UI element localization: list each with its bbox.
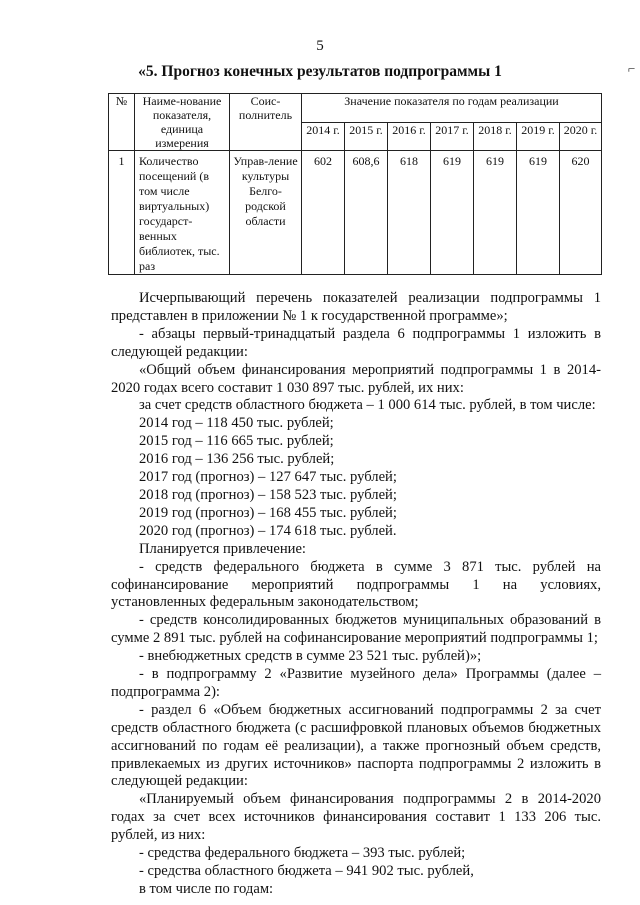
row-value: 620 [560, 151, 602, 275]
header-executor: Соис-полнитель [230, 94, 302, 151]
paragraph: - средств федерального бюджета в сумме 3 871 тыс. рублей на софинансирование мероприятий подпрограммы 1 на условиях, установленных федеральным законодательством; [111, 558, 601, 611]
table-row [109, 151, 602, 275]
row-value: 619 [431, 151, 474, 275]
row-value: 619 [517, 151, 560, 275]
page-number: 5 [316, 38, 324, 54]
paragraph: «Общий объем финансирования мероприятий подпрограммы 1 в 2014-2020 годах всего составит 1 030 897 тыс. рублей, их них: [111, 361, 601, 396]
paragraph: 2018 год (прогноз) – 158 523 тыс. рублей; [139, 486, 397, 503]
row-value: 608,6 [345, 151, 388, 275]
paragraph: за счет средств областного бюджета – 1 000 614 тыс. рублей, в том числе: [139, 397, 596, 414]
paragraph: - раздел 6 «Объем бюджетных ассигнований подпрограммы 2 за счет средств областного бюджета (с расшифровкой плановых объемов бюджетных ассигнований по годам её реализации), а также прогнозный объем средств, привлекаемых из других источников» паспорта подпрограммы 2 изложить в следующей редакции: [111, 701, 601, 790]
header-year: 2017 г. [431, 122, 474, 151]
paragraph: 2017 год (прогноз) – 127 647 тыс. рублей; [139, 469, 397, 486]
header-year: 2016 г. [388, 122, 431, 151]
header-values-group: Значение показателя по годам реализации [302, 94, 602, 123]
header-year: 2015 г. [345, 122, 388, 151]
paragraph: - средства федерального бюджета – 393 тыс. рублей; [139, 845, 466, 862]
paragraph: 2014 год – 118 450 тыс. рублей; [139, 415, 334, 432]
paragraph: - в подпрограмму 2 «Развитие музейного дела» Программы (далее – подпрограмма 2): [111, 666, 601, 700]
row-value: 619 [474, 151, 517, 275]
paragraph: в том числе по годам: [139, 880, 274, 897]
table-header-row [109, 94, 602, 123]
paragraph: 2016 год – 136 256 тыс. рублей; [139, 451, 335, 468]
row-indicator-name: Количество посещений (в том числе виртуальных) государст-венных библиотек, тыс. раз [135, 151, 230, 275]
row-num: 1 [109, 151, 135, 275]
paragraph: - средства областного бюджета – 941 902 тыс. рублей, [139, 863, 474, 879]
paragraph: - средств консолидированных бюджетов муниципальных образований в сумме 2 891 тыс. рублей на софинансирование мероприятий подпрограммы 1; [111, 612, 601, 647]
row-value: 618 [388, 151, 431, 275]
paragraph: «Планируемый объем финансирования подпрограммы 2 в 2014-2020 годах за счет всех источников финансирования составит 1 133 206 тыс. рублей, из них: [111, 791, 601, 844]
paragraph: Исчерпывающий перечень показателей реализации подпрограммы 1 представлен в приложении № 1 к государственной программе»; [111, 290, 601, 324]
section-title: «5. Прогноз конечных результатов подпрограммы 1 [138, 63, 502, 80]
paragraph: 2020 год (прогноз) – 174 618 тыс. рублей. [139, 522, 397, 539]
edge-mark: ⌐ [628, 61, 636, 76]
header-year: 2018 г. [474, 122, 517, 151]
paragraph: - абзацы первый-тринадцатый раздела 6 подпрограммы 1 изложить в следующей редакции: [111, 325, 601, 360]
header-year: 2020 г. [560, 122, 602, 151]
results-table [108, 93, 602, 275]
body-text [111, 290, 601, 899]
header-name: Наиме-нование показателя, единица измерения [135, 94, 230, 151]
paragraph: 2019 год (прогноз) – 168 455 тыс. рублей; [139, 504, 397, 521]
paragraph: - внебюджетных средств в сумме 23 521 тыс. рублей)»; [139, 648, 482, 665]
header-year: 2014 г. [302, 122, 345, 151]
paragraph: Планируется привлечение: [139, 540, 306, 557]
header-num: № [109, 94, 135, 151]
header-year: 2019 г. [517, 122, 560, 151]
row-value: 602 [302, 151, 345, 275]
paragraph: 2015 год – 116 665 тыс. рублей; [139, 433, 334, 450]
row-executor: Управ-ление культуры Белго-родской области [230, 151, 302, 275]
